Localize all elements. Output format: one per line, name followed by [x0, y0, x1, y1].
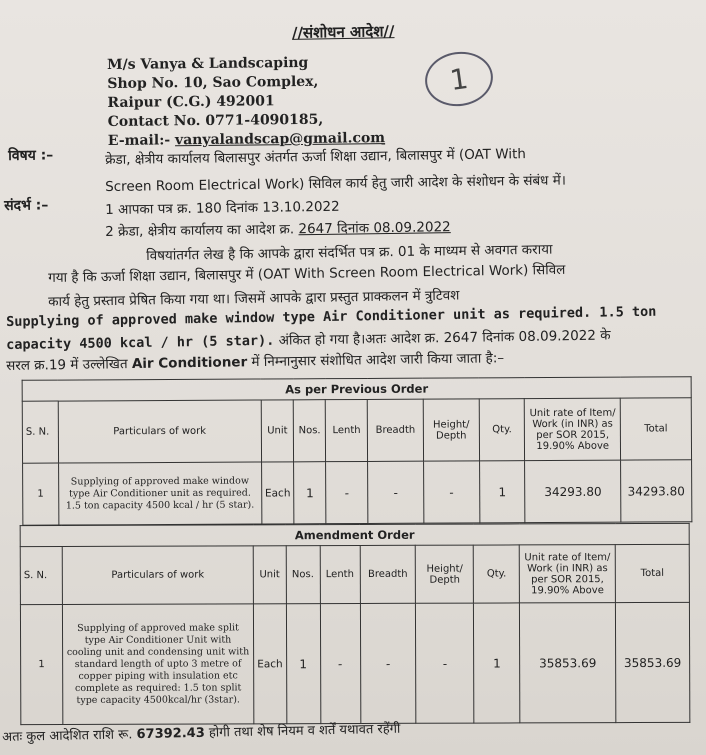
handwritten-page-number: 1 — [422, 48, 497, 111]
previous-order-caption: As per Previous Order — [22, 377, 691, 402]
row-height: - — [424, 461, 480, 523]
row-rate: 34293.80 — [525, 460, 621, 522]
col-header-nos: Nos. — [293, 400, 325, 462]
col-header-qty: Qty. — [479, 399, 525, 461]
subject-line-2: Screen Room Electrical Work) सिविल कार्य हेतु जारी आदेश के संशोधन के संबंध में। — [105, 172, 567, 195]
subject-label: विषय :– — [8, 147, 54, 164]
row-particulars: Supplying of approved make split type Air Conditioner Unit with cooling unit and condensing unit with standard length of upto 3 metre of copper piping with insulation etc complete as required: 1.5 ton split type capacity 4500kcal/hr (3star). — [62, 604, 254, 725]
row-nos: 1 — [294, 462, 326, 524]
col-header-total: Total — [615, 544, 689, 602]
col-header-height: Height/ Depth — [423, 399, 479, 461]
row-height: - — [416, 603, 474, 723]
reference-item-2-prefix: 2 क्रेडा, क्षेत्रीय कार्यालय का आदेश क्र. — [105, 221, 295, 240]
col-header-breadth: Breadth — [367, 399, 423, 461]
col-header-rate: Unit rate of Item/ Work (in INR) as per SOR 2015, 19.90% Above — [525, 398, 621, 460]
col-header-particulars: Particulars of work — [62, 546, 253, 605]
body-line-6-c: में निम्नानुसार संशोधित आदेश जारी किया जाता है:– — [247, 350, 505, 371]
amendment-order-caption: Amendment Order — [20, 523, 689, 546]
body-line-5-item: capacity 4500 kcal / hr (5 star). — [6, 332, 275, 353]
col-header-sn: S. N. — [20, 547, 62, 605]
col-header-unit: Unit — [261, 400, 294, 462]
row-sn: 1 — [23, 463, 59, 525]
row-breadth: - — [360, 603, 416, 723]
reference-label: संदर्भ :– — [4, 197, 49, 214]
footer-total-amount: 67392.43 — [136, 725, 205, 743]
footer-suffix: होगी तथा शेष नियम व शर्तें यथावत रहेंगी — [204, 721, 401, 741]
email-label: E-mail:- — [107, 132, 176, 149]
table-row — [20, 602, 689, 724]
row-length: - — [326, 461, 368, 523]
subject-line-1: क्रेडा, क्षेत्रीय कार्यालय बिलासपुर अंतर्गत ऊर्जा शिक्षा उद्यान, बिलासपुर में (OAT With — [105, 146, 527, 168]
body-line-6-b: Air Conditioner — [131, 354, 248, 373]
col-header-height: Height/ Depth — [416, 545, 474, 603]
row-unit: Each — [253, 604, 286, 724]
col-header-length: Lenth — [320, 545, 360, 603]
address-line-3: Raipur (C.G.) 492001 — [107, 93, 275, 111]
col-header-breadth: Breadth — [360, 545, 416, 603]
body-line-1: विषयांतर्गत लेख है कि आपके द्वारा संदर्भित पत्र क्र. 01 के माध्यम से अवगत कराया — [146, 241, 553, 264]
document-heading: //संशोधन आदेश// — [291, 22, 395, 42]
body-line-5-text: अंकित हो गया है।अतः आदेश क्र. 2647 दिनांक 08.09.2022 के — [274, 327, 611, 349]
col-header-particulars: Particulars of work — [58, 400, 261, 463]
col-header-length: Lenth — [325, 399, 367, 461]
row-length: - — [320, 603, 360, 723]
row-breadth: - — [368, 461, 424, 523]
previous-order-table — [22, 376, 693, 526]
row-rate: 35853.69 — [520, 603, 616, 723]
row-qty: 1 — [474, 603, 520, 723]
reference-item-2 — [105, 217, 451, 240]
body-line-4: Supplying of approved make window type Air Conditioner unit as required. 1.5 ton — [6, 303, 657, 330]
reference-item-1: 1 आपका पत्र क्र. 180 दिनांक 13.10.2022 — [105, 198, 340, 218]
recipient-address — [107, 53, 385, 151]
amendment-order-table — [20, 523, 691, 725]
body-line-6 — [6, 348, 504, 374]
col-header-unit: Unit — [253, 546, 286, 604]
email-link[interactable]: vanyalandscap@gmail.com — [174, 130, 386, 149]
col-header-rate: Unit rate of Item/ Work (in INR) as per SOR 2015, 19.90% Above — [519, 545, 615, 603]
body-line-2: गया है कि ऊर्जा शिक्षा उद्यान, बिलासपुर में (OAT With Screen Room Electrical Work) सिविल — [48, 261, 566, 286]
address-line-4: Contact No. 0771-4090185, — [107, 111, 324, 130]
col-header-total: Total — [620, 398, 691, 460]
address-line-1: M/s Vanya & Landscaping — [107, 54, 309, 73]
row-qty: 1 — [479, 461, 525, 523]
footer-prefix: अतः कुल आदेशित राशि रू. — [2, 727, 137, 745]
body-line-3: कार्य हेतु प्रस्ताव प्रेषित किया गया था। जिसमें आपके द्वारा प्रस्तुत प्राक्कलन में त्रुटिवश — [48, 287, 460, 310]
col-header-qty: Qty. — [474, 545, 520, 603]
row-particulars: Supplying of approved make window type Air Conditioner unit as required. 1.5 ton capacity 4500 kcal / hr (5 star). — [58, 462, 261, 525]
col-header-nos: Nos. — [286, 546, 320, 604]
body-line-6-a: सरल क्र.19 में उल्लेखित — [6, 356, 133, 374]
table-row — [23, 460, 692, 526]
row-total: 35853.69 — [615, 602, 689, 722]
row-sn: 1 — [20, 605, 62, 725]
row-total: 34293.80 — [621, 460, 692, 522]
row-unit: Each — [261, 462, 294, 524]
address-line-2: Shop No. 10, Sao Complex, — [107, 73, 319, 92]
body-line-5 — [6, 326, 611, 353]
col-header-sn: S. N. — [22, 401, 58, 463]
row-nos: 1 — [286, 604, 320, 724]
reference-order-number: 2647 दिनांक 08.09.2022 — [298, 219, 451, 238]
